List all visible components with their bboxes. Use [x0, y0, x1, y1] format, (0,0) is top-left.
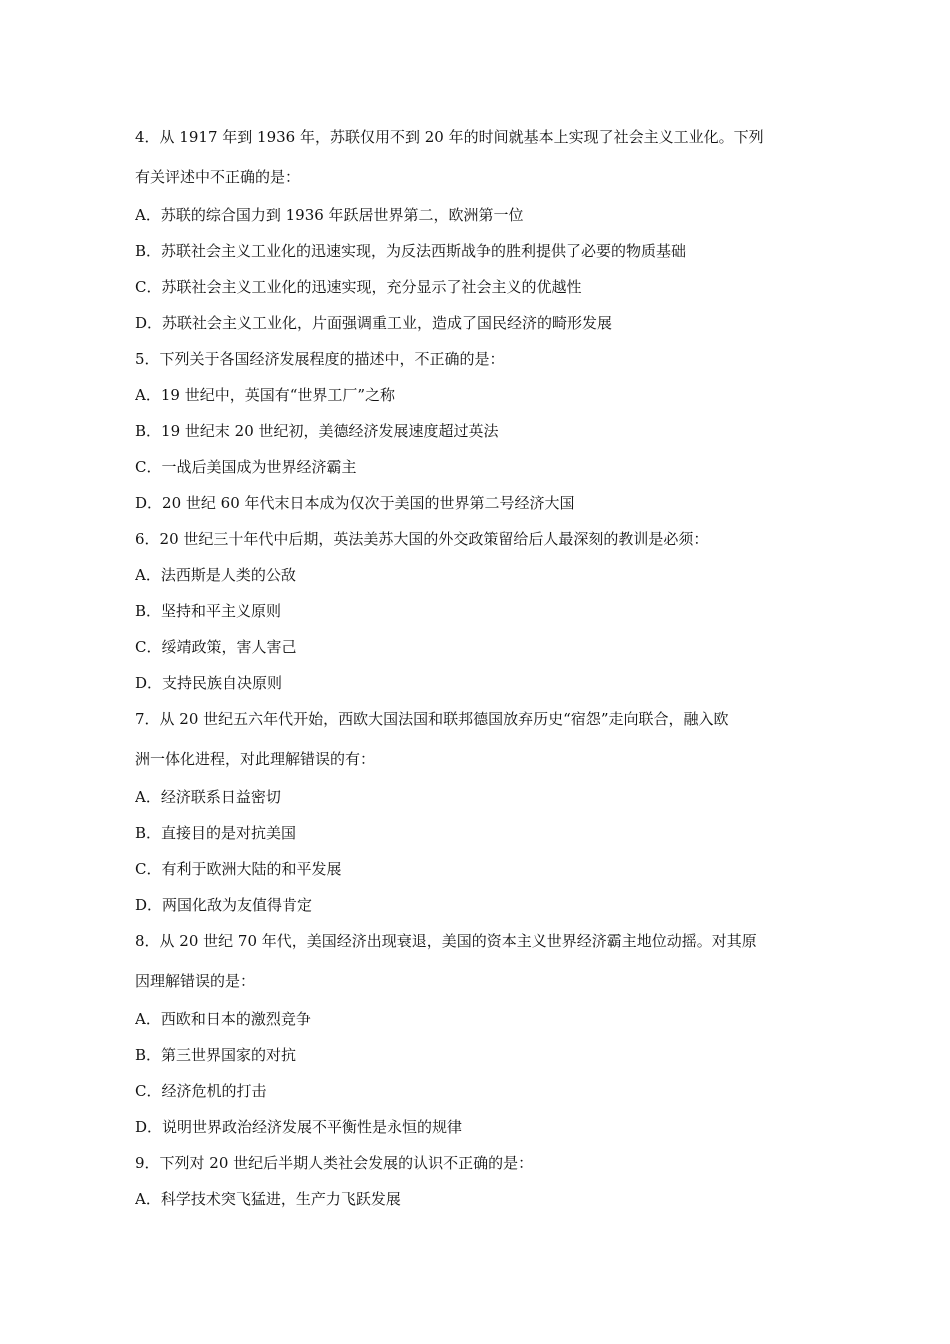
question-8 [135, 924, 825, 1146]
option-c: C．绥靖政策，害人害己 [135, 638, 297, 656]
option-a: A．法西斯是人类的公敌 [135, 566, 296, 584]
question-4 [135, 120, 825, 342]
option-c: C．苏联社会主义工业化的迅速实现，充分显示了社会主义的优越性 [135, 278, 582, 296]
option-d: D．支持民族自决原则 [135, 674, 283, 692]
option-b: B．直接目的是对抗美国 [135, 824, 297, 842]
question-9 [135, 1146, 825, 1218]
question-5 [135, 342, 825, 522]
option-a: A．西欧和日本的激烈竞争 [135, 1010, 311, 1028]
option-b: B．苏联社会主义工业化的迅速实现，为反法西斯战争的胜利提供了必要的物质基础 [135, 242, 687, 260]
option-d: D．两国化敌为友值得肯定 [135, 896, 313, 914]
question-stem-line: 洲一体化进程，对此理解错误的有： [135, 750, 376, 768]
question-stem-line: 5．下列关于各国经济发展程度的描述中，不正确的是： [135, 350, 505, 368]
option-a: A．19 世纪中，英国有“世界工厂”之称 [135, 386, 396, 404]
question-stem-line: 9．下列对 20 世纪后半期人类社会发展的认识不正确的是： [135, 1154, 534, 1172]
option-a: A．苏联的综合国力到 1936 年跃居世界第二，欧洲第一位 [135, 206, 524, 224]
option-b: B．第三世界国家的对抗 [135, 1046, 297, 1064]
question-stem-line: 8．从 20 世纪 70 年代，美国经济出现衰退，美国的资本主义世界经济霸主地位动摇。对其原 [135, 932, 757, 950]
option-c: C．经济危机的打击 [135, 1082, 267, 1100]
option-a: A．经济联系日益密切 [135, 788, 281, 806]
option-c: C．有利于欧洲大陆的和平发展 [135, 860, 342, 878]
option-b: B．坚持和平主义原则 [135, 602, 282, 620]
question-stem-line: 因理解错误的是： [135, 972, 256, 990]
option-a: A．科学技术突飞猛进，生产力飞跃发展 [135, 1190, 401, 1208]
option-c: C．一战后美国成为世界经济霸主 [135, 458, 357, 476]
option-b: B．19 世纪末 20 世纪初，美德经济发展速度超过英法 [135, 422, 499, 440]
question-list [135, 120, 825, 1218]
question-stem-line: 7．从 20 世纪五六年代开始，西欧大国法国和联邦德国放弃历史“宿怨”走向联合，融入欧 [135, 710, 729, 728]
question-6 [135, 522, 825, 702]
question-stem-line: 有关评述中不正确的是： [135, 168, 301, 186]
question-stem-line: 4．从 1917 年到 1936 年，苏联仅用不到 20 年的时间就基本上实现了社会主义工业化。下列 [135, 128, 764, 146]
option-d: D．苏联社会主义工业化，片面强调重工业，造成了国民经济的畸形发展 [135, 314, 613, 332]
option-d: D．20 世纪 60 年代末日本成为仅次于美国的世界第二号经济大国 [135, 494, 575, 512]
option-d: D．说明世界政治经济发展不平衡性是永恒的规律 [135, 1118, 463, 1136]
question-stem-line: 6．20 世纪三十年代中后期，英法美苏大国的外交政策留给后人最深刻的教训是必须： [135, 530, 709, 548]
question-7 [135, 702, 825, 924]
